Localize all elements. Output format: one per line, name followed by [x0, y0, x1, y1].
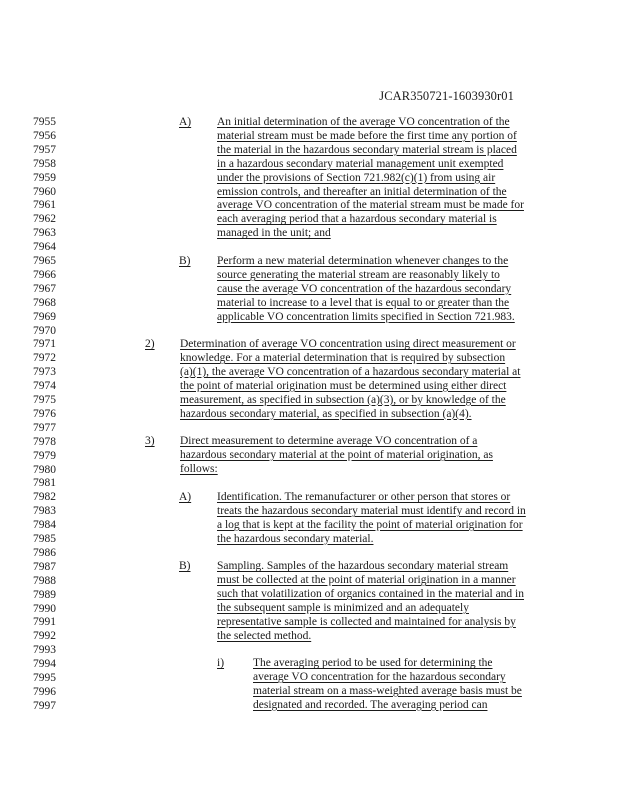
text-line: hazardous secondary material at the point of material origination, as — [180, 448, 493, 461]
line-number: 7983 — [33, 505, 56, 518]
text-line: such that volatilization of organics contained in the material and in — [217, 587, 525, 600]
line-number: 7962 — [33, 213, 56, 226]
text-line: Identification. The remanufacturer or other person that stores or — [217, 491, 511, 503]
line-number: 7958 — [33, 157, 56, 170]
text-line: a log that is kept at the facility the point of material origination for — [217, 518, 523, 531]
text-line: follows: — [180, 462, 218, 475]
text-line: material stream on a mass-weighted average basis must be — [253, 684, 522, 697]
line-number: 7959 — [33, 171, 56, 184]
text-line: each averaging period that a hazardous secondary material is — [217, 213, 497, 226]
line-number: 7963 — [33, 227, 56, 240]
line-number: 7972 — [33, 352, 56, 365]
label-2: 2) — [145, 338, 155, 350]
text-line: average VO concentration of the material stream must be made for — [217, 199, 524, 212]
text-line: in a hazardous secondary material management unit exempted — [217, 157, 504, 170]
text-line: knowledge. For a material determination that is required by subsection — [180, 351, 506, 364]
text-line: representative sample is collected and maintained for analysis by — [217, 615, 516, 628]
line-number: 7991 — [33, 616, 56, 629]
text-line: emission controls, and thereafter an initial determination of the — [217, 185, 507, 198]
text-line: source generating the material stream are reasonably likely to — [217, 268, 500, 281]
line-number: 7985 — [33, 533, 56, 545]
text-line: (a)(1), the average VO concentration of a hazardous secondary material at — [180, 365, 521, 378]
line-number: 7975 — [33, 394, 56, 406]
line-number: 7997 — [33, 699, 56, 712]
line-number: 7977 — [33, 421, 56, 434]
line-number: 7956 — [33, 129, 56, 142]
line-number: 7966 — [33, 268, 56, 281]
text-line: under the provisions of Section 721.982(c)(1) from using air — [217, 171, 496, 184]
text-line: hazardous secondary material, as specified in subsection (a)(4). — [180, 407, 472, 420]
line-number: 7967 — [33, 282, 56, 295]
text-line: Perform a new material determination whenever changes to the — [217, 255, 509, 267]
line-number: 7974 — [33, 380, 56, 393]
line-number: 7996 — [33, 685, 56, 698]
line-number: 7988 — [33, 574, 56, 587]
line-number: 7986 — [33, 546, 56, 559]
line-number: 7994 — [33, 658, 56, 671]
line-number: 7968 — [33, 296, 56, 309]
text-line: the hazardous secondary material. — [217, 532, 374, 545]
text-line: average VO concentration for the hazardous secondary — [253, 670, 506, 683]
text-line: applicable VO concentration limits specified in Section 721.983. — [217, 310, 515, 323]
text-line: material to increase to a level that is equal to or greater than the — [217, 296, 510, 309]
text-line: treats the hazardous secondary material must identify and record in — [217, 504, 526, 517]
text-line: the point of material origination must be determined using either direct — [180, 379, 507, 392]
label-3: 3) — [145, 435, 155, 447]
label-b-1: B) — [179, 255, 191, 267]
label-b-2: B) — [179, 560, 191, 572]
text-line: Direct measurement to determine average VO concentration of a — [180, 435, 478, 447]
text-line: the material in the hazardous secondary material stream is placed — [217, 143, 517, 156]
line-number: 7970 — [33, 324, 56, 337]
line-number: 7961 — [33, 199, 56, 212]
line-number: 7969 — [33, 310, 56, 323]
text-line: managed in the unit; and — [217, 227, 331, 240]
line-number: 7980 — [33, 463, 56, 476]
text-line: must be collected at the point of material origination in a manner — [217, 573, 516, 586]
line-number: 7957 — [33, 143, 56, 156]
text-line: material stream must be made before the first time any portion of — [217, 129, 517, 142]
line-number: 7955 — [33, 116, 56, 128]
text-line: the subsequent sample is minimized and an adequately — [217, 601, 469, 614]
text-line: cause the average VO concentration of the hazardous secondary — [217, 282, 512, 295]
text-line: measurement, as specified in subsection (a)(3), or by knowledge of the — [180, 393, 506, 406]
line-number: 7993 — [33, 644, 56, 657]
label-a-2: A) — [179, 491, 192, 503]
line-number: 7984 — [33, 519, 56, 532]
line-number: 7990 — [33, 602, 56, 615]
line-number: 7992 — [33, 630, 56, 643]
line-number: 7960 — [33, 185, 56, 198]
line-number: 7979 — [33, 449, 56, 462]
text-line: Sampling. Samples of the hazardous secondary material stream — [217, 560, 509, 572]
line-number: 7964 — [33, 241, 56, 254]
text-line: the selected method. — [217, 629, 312, 642]
text-line: The averaging period to be used for determining the — [253, 657, 493, 669]
line-number: 7965 — [33, 255, 56, 267]
line-number: 7987 — [33, 560, 56, 573]
line-number: 7989 — [33, 588, 56, 601]
text-line: Determination of average VO concentration using direct measurement or — [180, 338, 516, 350]
line-number: 7973 — [33, 366, 56, 379]
line-number: 7982 — [33, 491, 56, 504]
line-number: 7971 — [33, 338, 56, 351]
label-i-1: i) — [217, 657, 225, 669]
line-number: 7976 — [33, 407, 56, 420]
line-number: 7978 — [33, 435, 56, 448]
line-number: 7981 — [33, 477, 56, 490]
text-line: An initial determination of the average VO concentration of the — [217, 116, 510, 128]
line-number: 7995 — [33, 672, 56, 684]
text-line: designated and recorded. The averaging period can — [253, 698, 488, 711]
label-a-1: A) — [179, 116, 192, 128]
document-id-header: JCAR350721-1603930r01 — [379, 89, 514, 103]
